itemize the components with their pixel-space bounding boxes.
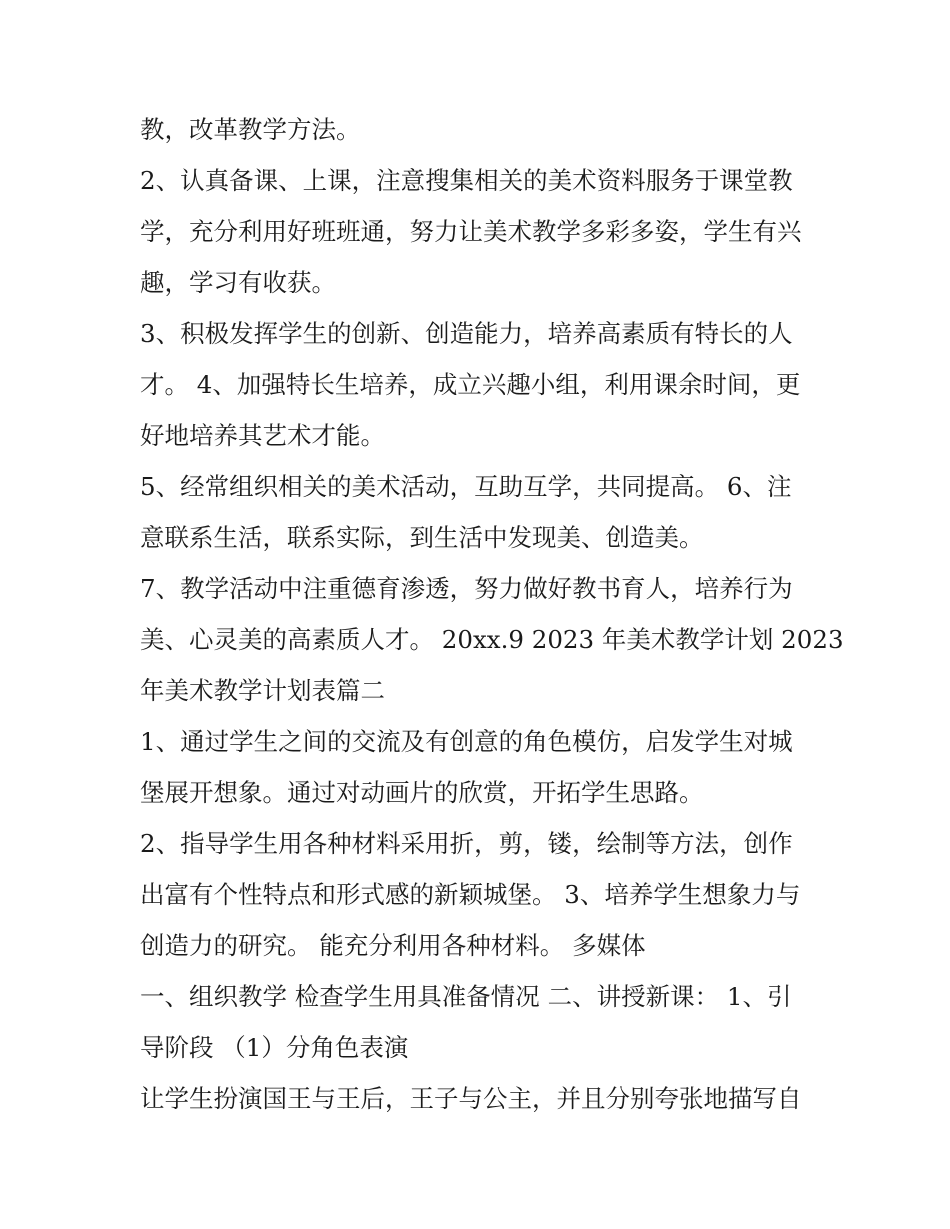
text-line: 堡展开想象。通过对动画片的欣赏，开拓学生思路。 xyxy=(140,778,704,807)
text-line: 7、教学活动中注重德育渗透，努力做好教书育人，培养行为 xyxy=(140,574,793,603)
text-line: 5、经常组织相关的美术活动，互助互学，共同提高。 6、注 xyxy=(140,472,792,501)
text-line: 意联系生活，联系实际，到生活中发现美、创造美。 xyxy=(140,523,704,552)
text-line: 一、组织教学 检查学生用具准备情况 二、讲授新课： 1、引 xyxy=(140,982,792,1011)
text-line: 出富有个性特点和形式感的新颖城堡。 3、培养学生想象力与 xyxy=(140,880,801,909)
text-line: 3、积极发挥学生的创新、创造能力，培养高素质有特长的人 xyxy=(140,319,793,348)
text-line: 美、心灵美的高素质人才。 20xx.9 2023 年美术教学计划 2023 xyxy=(140,625,844,654)
text-line: 教，改革教学方法。 xyxy=(140,115,361,144)
text-line: 2、指导学生用各种材料采用折，剪，镂，绘制等方法，创作 xyxy=(140,829,793,858)
text-line: 2、认真备课、上课，注意搜集相关的美术资料服务于课堂教 xyxy=(140,166,793,195)
text-line: 导阶段 （1）分角色表演 xyxy=(140,1033,409,1062)
text-line: 创造力的研究。 能充分利用各种材料。 多媒体 xyxy=(140,931,646,960)
text-line: 年美术教学计划表篇二 xyxy=(140,676,385,705)
text-line: 趣，学习有收获。 xyxy=(140,268,336,297)
text-line: 让学生扮演国王与王后，王子与公主，并且分别夸张地描写自 xyxy=(140,1084,802,1113)
text-line: 学，充分利用好班班通，努力让美术教学多彩多姿，学生有兴 xyxy=(140,217,802,246)
text-line: 好地培养其艺术才能。 xyxy=(140,421,385,450)
text-line: 才。 4、加强特长生培养，成立兴趣小组，利用课余时间，更 xyxy=(140,370,801,399)
document-body xyxy=(140,104,844,1124)
text-line: 1、通过学生之间的交流及有创意的角色模仿，启发学生对城 xyxy=(140,727,793,756)
